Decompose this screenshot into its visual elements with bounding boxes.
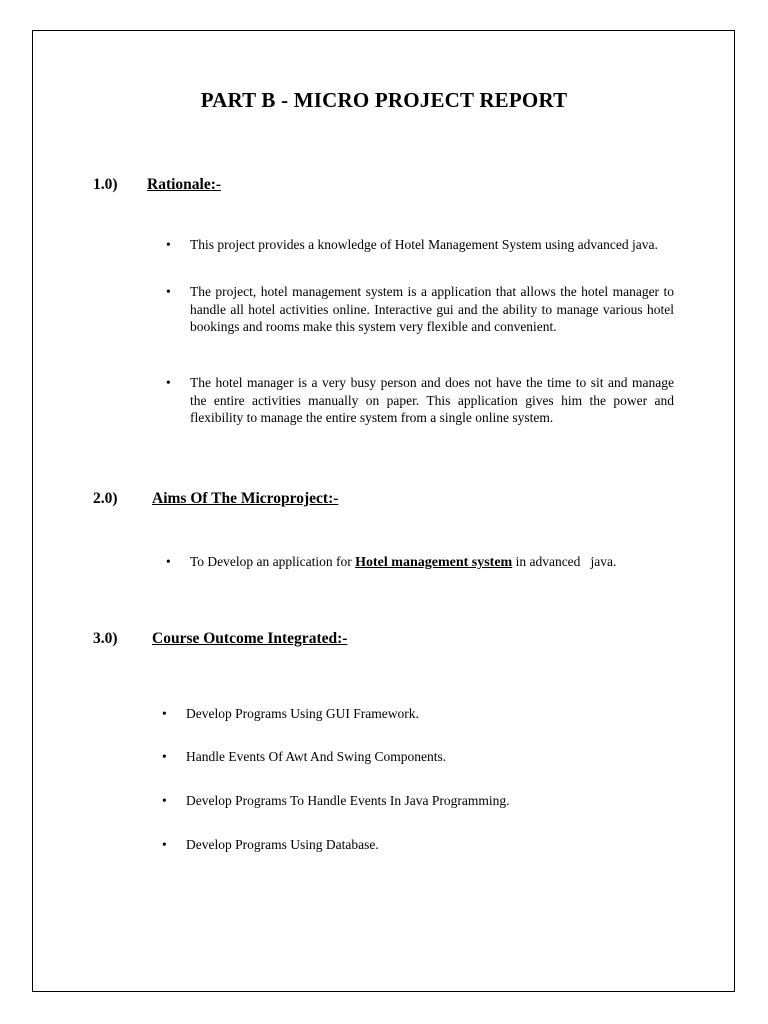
bullet-icon: • (166, 554, 171, 569)
bullet-icon: • (166, 284, 171, 299)
section-number: 3.0) (93, 630, 118, 647)
section-heading: Course Outcome Integrated:- (152, 630, 348, 647)
bullet-icon: • (166, 237, 171, 252)
section-heading: Aims Of The Microproject:- (152, 490, 339, 507)
bullet-icon: • (162, 837, 167, 852)
list-item-text: Develop Programs Using Database. (186, 837, 379, 852)
project-name: Hotel management system (355, 555, 513, 570)
page-title: PART B - MICRO PROJECT REPORT (200, 88, 568, 112)
list-item-text: The project, hotel management system is a application that allows the hotel manager to handle all hotel activities online. Interactive gui and the ability to manage various hotel bookings and rooms make this system very flexible and convenient. (190, 284, 674, 334)
page-border (32, 30, 735, 992)
bullet-icon: • (166, 375, 171, 390)
bullet-icon: • (162, 749, 167, 764)
list-item-text: The hotel manager is a very busy person and does not have the time to sit and manage the entire activities manually on paper. This application gives him the power and flexibility to manage the entire system from a single online system. (190, 375, 674, 425)
list-item-text: Develop Programs To Handle Events In Java Programming. (186, 793, 510, 808)
bullet-icon: • (162, 706, 167, 721)
list-item-text: Handle Events Of Awt And Swing Components. (186, 749, 447, 764)
list-item-text: To Develop an application for Hotel management system in advanced java. (190, 554, 617, 570)
section-heading: Rationale:- (147, 176, 222, 193)
list-item-text: This project provides a knowledge of Hotel Management System using advanced java. (190, 237, 658, 252)
list-item-text: Develop Programs Using GUI Framework. (186, 706, 419, 721)
bullet-icon: • (162, 793, 167, 808)
section-number: 2.0) (93, 490, 118, 507)
section-number: 1.0) (93, 176, 118, 193)
